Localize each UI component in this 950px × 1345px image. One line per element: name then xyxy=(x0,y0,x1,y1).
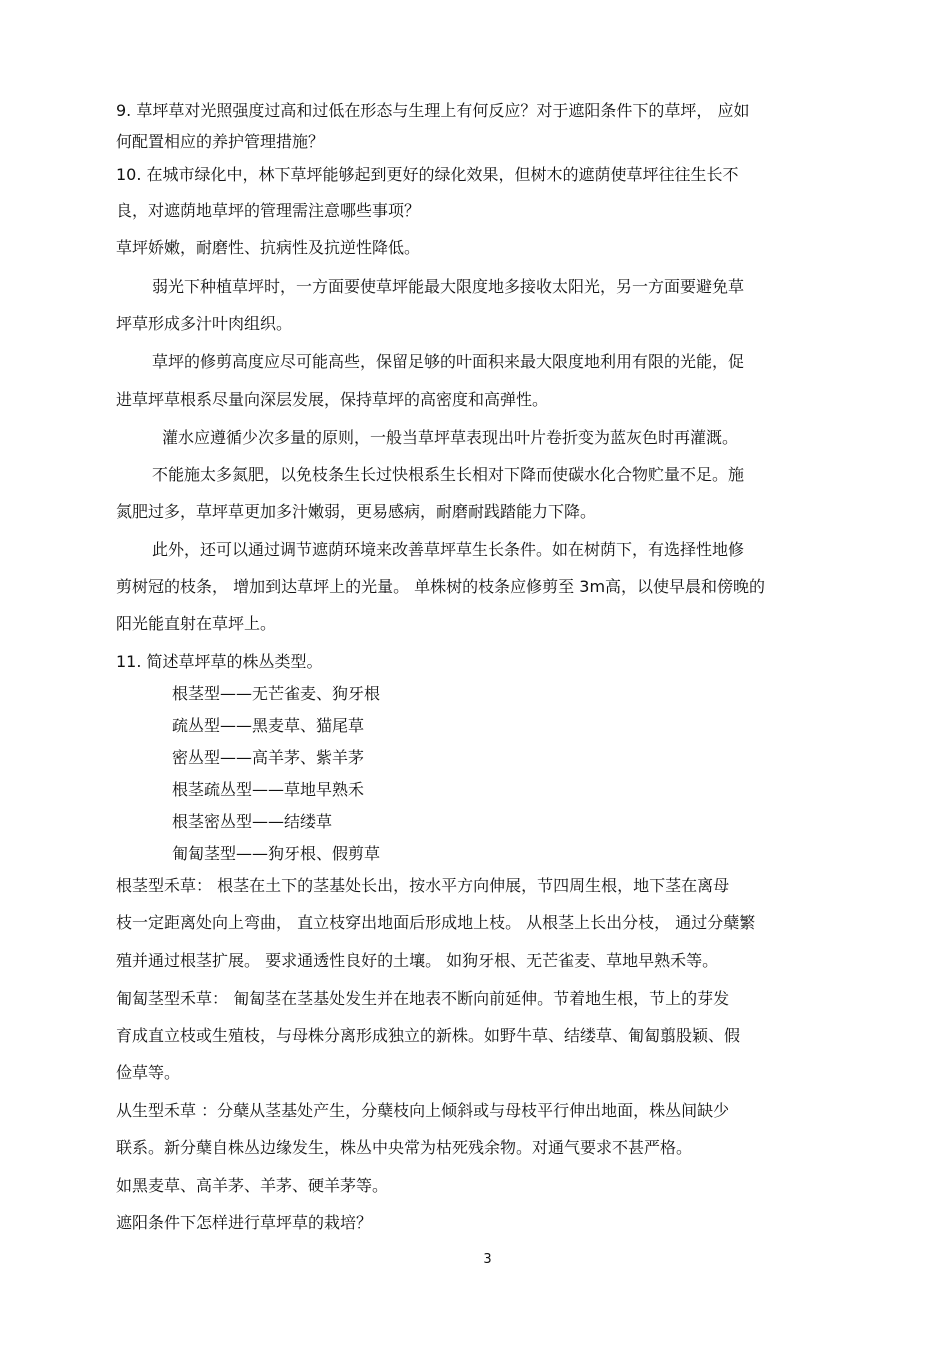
list-item: 根茎型——无芒雀麦、狗牙根 xyxy=(172,684,381,703)
paragraph-line: 剪树冠的枝条， 增加到达草坪上的光量。 单株树的枝条应修剪至 3m高，以使早晨和傍晚的 xyxy=(116,577,766,596)
question-9-line-1: 9. 草坪草对光照强度过高和过低在形态与生理上有何反应？对于遮阳条件下的草坪， 应如 xyxy=(116,101,750,120)
paragraph-line: 坪草形成多汁叶肉组织。 xyxy=(116,314,293,333)
question-11: 11. 简述草坪草的株丛类型。 xyxy=(116,652,323,671)
paragraph-line: 枝一定距离处向上弯曲， 直立枝穿出地面后形成地上枝。 从根茎上长出分枝， 通过分蘖繁 xyxy=(116,913,756,932)
paragraph-line: 草坪的修剪高度应尽可能高些，保留足够的叶面积来最大限度地利用有限的光能，促 xyxy=(152,352,745,371)
question-9-line-2: 何配置相应的养护管理措施？ xyxy=(116,132,325,151)
list-item: 根茎密丛型——结缕草 xyxy=(172,812,333,831)
paragraph-line: 从生型禾草 ：分蘖从茎基处产生，分蘖枝向上倾斜或与母枝平行伸出地面，株丛间缺少 xyxy=(116,1101,730,1120)
paragraph-line: 弱光下种植草坪时，一方面要使草坪能最大限度地多接收太阳光，另一方面要避免草 xyxy=(152,277,745,296)
list-item: 匍匐茎型——狗牙根、假剪草 xyxy=(172,844,381,863)
answer-line: 草坪娇嫩，耐磨性、抗病性及抗逆性降低。 xyxy=(116,238,421,257)
page-number: 3 xyxy=(483,1252,492,1267)
paragraph-line: 氮肥过多，草坪草更加多汁嫩弱，更易感病，耐磨耐践踏能力下降。 xyxy=(116,502,597,521)
paragraph-line: 根茎型禾草： 根茎在土下的茎基处长出，按水平方向伸展，节四周生根，地下茎在离母 xyxy=(116,876,730,895)
paragraph-line: 不能施太多氮肥，以免枝条生长过快根系生长相对下降而使碳水化合物贮量不足。施 xyxy=(152,465,745,484)
list-item: 疏丛型——黑麦草、猫尾草 xyxy=(172,716,365,735)
paragraph-line: 俭草等。 xyxy=(116,1063,181,1082)
question-10-line-2: 良，对遮荫地草坪的管理需注意哪些事项？ xyxy=(116,201,421,220)
question-line: 遮阳条件下怎样进行草坪草的栽培？ xyxy=(116,1213,373,1232)
paragraph-line: 如黑麦草、高羊茅、羊茅、硬羊茅等。 xyxy=(116,1176,389,1195)
list-item: 密丛型——高羊茅、紫羊茅 xyxy=(172,748,365,767)
paragraph-line: 此外，还可以通过调节遮荫环境来改善草坪草生长条件。如在树荫下，有选择性地修 xyxy=(152,540,745,559)
paragraph-line: 殖并通过根茎扩展。 要求通透性良好的土壤。 如狗牙根、无芒雀麦、草地早熟禾等。 xyxy=(116,951,719,970)
list-item: 根茎疏丛型——草地早熟禾 xyxy=(172,780,365,799)
paragraph-line: 进草坪草根系尽量向深层发展，保持草坪的高密度和高弹性。 xyxy=(116,390,549,409)
paragraph-line: 匍匐茎型禾草： 匍匐茎在茎基处发生并在地表不断向前延伸。节着地生根，节上的芽发 xyxy=(116,989,730,1008)
paragraph-line: 灌水应遵循少次多量的原则，一般当草坪草表现出叶片卷折变为蓝灰色时再灌溉。 xyxy=(162,428,739,447)
paragraph-line: 阳光能直射在草坪上。 xyxy=(116,614,277,633)
paragraph-line: 联系。新分蘖自株丛边缘发生，株丛中央常为枯死残余物。对通气要求不甚严格。 xyxy=(116,1138,693,1157)
question-10-line-1: 10. 在城市绿化中，林下草坪能够起到更好的绿化效果，但树木的遮荫使草坪往往生长不 xyxy=(116,165,739,184)
paragraph-line: 育成直立枝或生殖枝，与母株分离形成独立的新株。如野牛草、结缕草、匍匐翦股颖、假 xyxy=(116,1026,741,1045)
